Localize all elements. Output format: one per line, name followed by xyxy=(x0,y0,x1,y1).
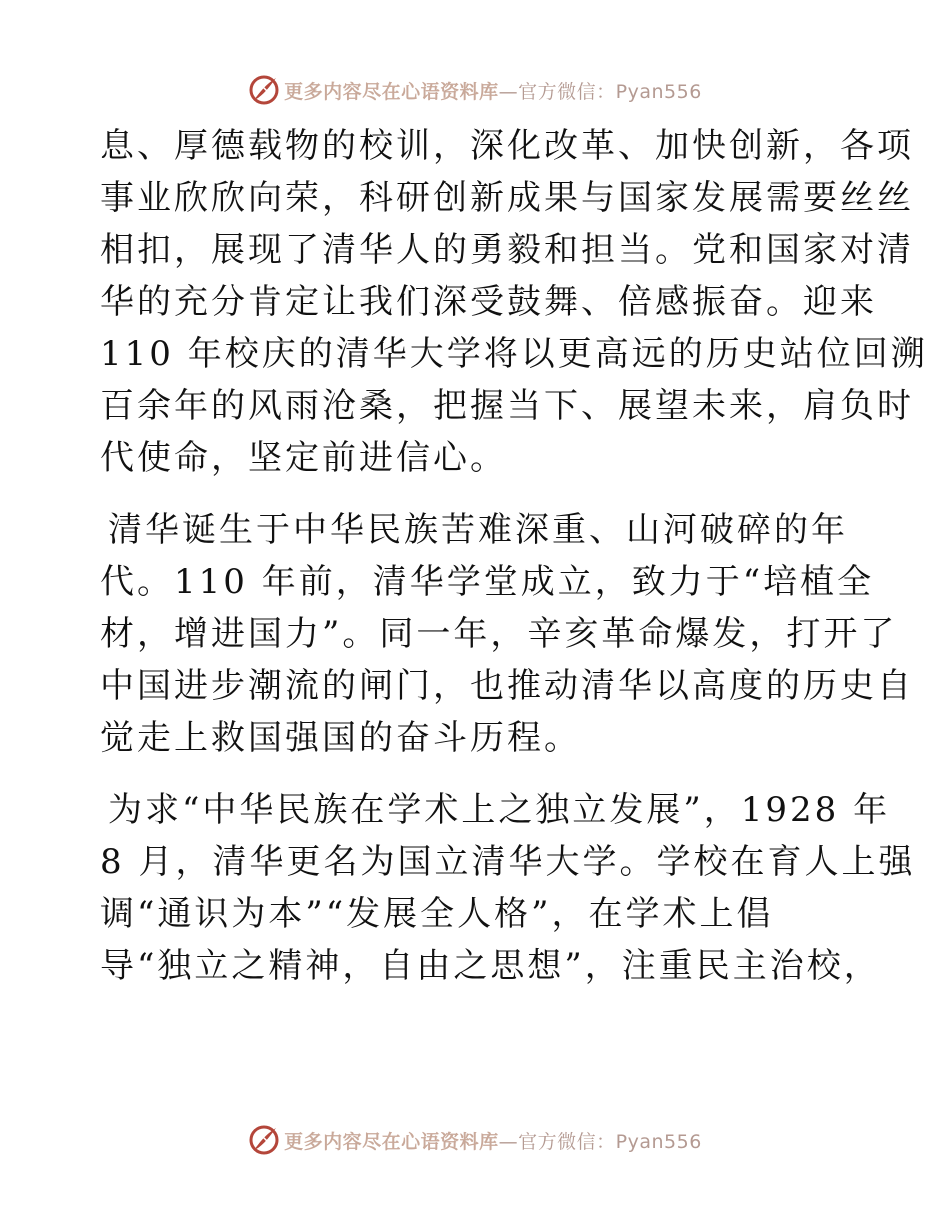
header-banner-contact: —官方微信：Pyan556 xyxy=(498,80,702,103)
text-line: 觉走上救国强国的奋斗历程。 xyxy=(100,718,581,758)
document-body xyxy=(100,120,928,1012)
paragraph-3 xyxy=(100,784,916,992)
text-line: 华的充分肯定让我们深受鼓舞、倍感振奋。迎来 xyxy=(100,282,877,322)
text-line: 相扣，展现了清华人的勇毅和担当。党和国家对清 xyxy=(100,230,914,270)
text-line: 代。110 年前，清华学堂成立，致力于“培植全 xyxy=(100,562,875,602)
text-line: 事业欣欣向荣，科研创新成果与国家发展需要丝丝 xyxy=(100,178,914,218)
paragraph-1 xyxy=(100,120,928,484)
text-line: 材，增进国力”。同一年，辛亥革命爆发，打开了 xyxy=(100,614,898,654)
text-line: 为求“中华民族在学术上之独立发展”，1928 年 xyxy=(108,790,891,830)
footer-banner-title: 更多内容尽在心语资料库 xyxy=(284,1130,499,1153)
text-line: 导“独立之精神，自由之思想”，注重民主治校， xyxy=(100,946,881,986)
feather-logo-icon xyxy=(248,74,280,106)
text-line: 清华诞生于中华民族苦难深重、山河破碎的年 xyxy=(108,510,848,550)
header-banner-title: 更多内容尽在心语资料库 xyxy=(284,80,499,103)
text-line: 8 月，清华更名为国立清华大学。学校在育人上强 xyxy=(100,842,916,882)
footer-banner-contact: —官方微信：Pyan556 xyxy=(498,1130,702,1153)
text-line: 中国进步潮流的闸门，也推动清华以高度的历史自 xyxy=(100,666,914,706)
paragraph-2 xyxy=(100,504,914,764)
text-line: 110 年校庆的清华大学将以更高远的历史站位回溯 xyxy=(100,334,928,374)
text-line: 代使命，坚定前进信心。 xyxy=(100,438,507,478)
header-watermark-banner xyxy=(0,70,950,110)
text-line: 百余年的风雨沧桑，把握当下、展望未来，肩负时 xyxy=(100,386,914,426)
feather-logo-icon xyxy=(248,1124,280,1156)
text-line: 息、厚德载物的校训，深化改革、加快创新，各项 xyxy=(100,126,914,166)
footer-watermark-banner xyxy=(0,1120,950,1160)
text-line: 调“通识为本”“发展全人格”，在学术上倡 xyxy=(100,894,774,934)
